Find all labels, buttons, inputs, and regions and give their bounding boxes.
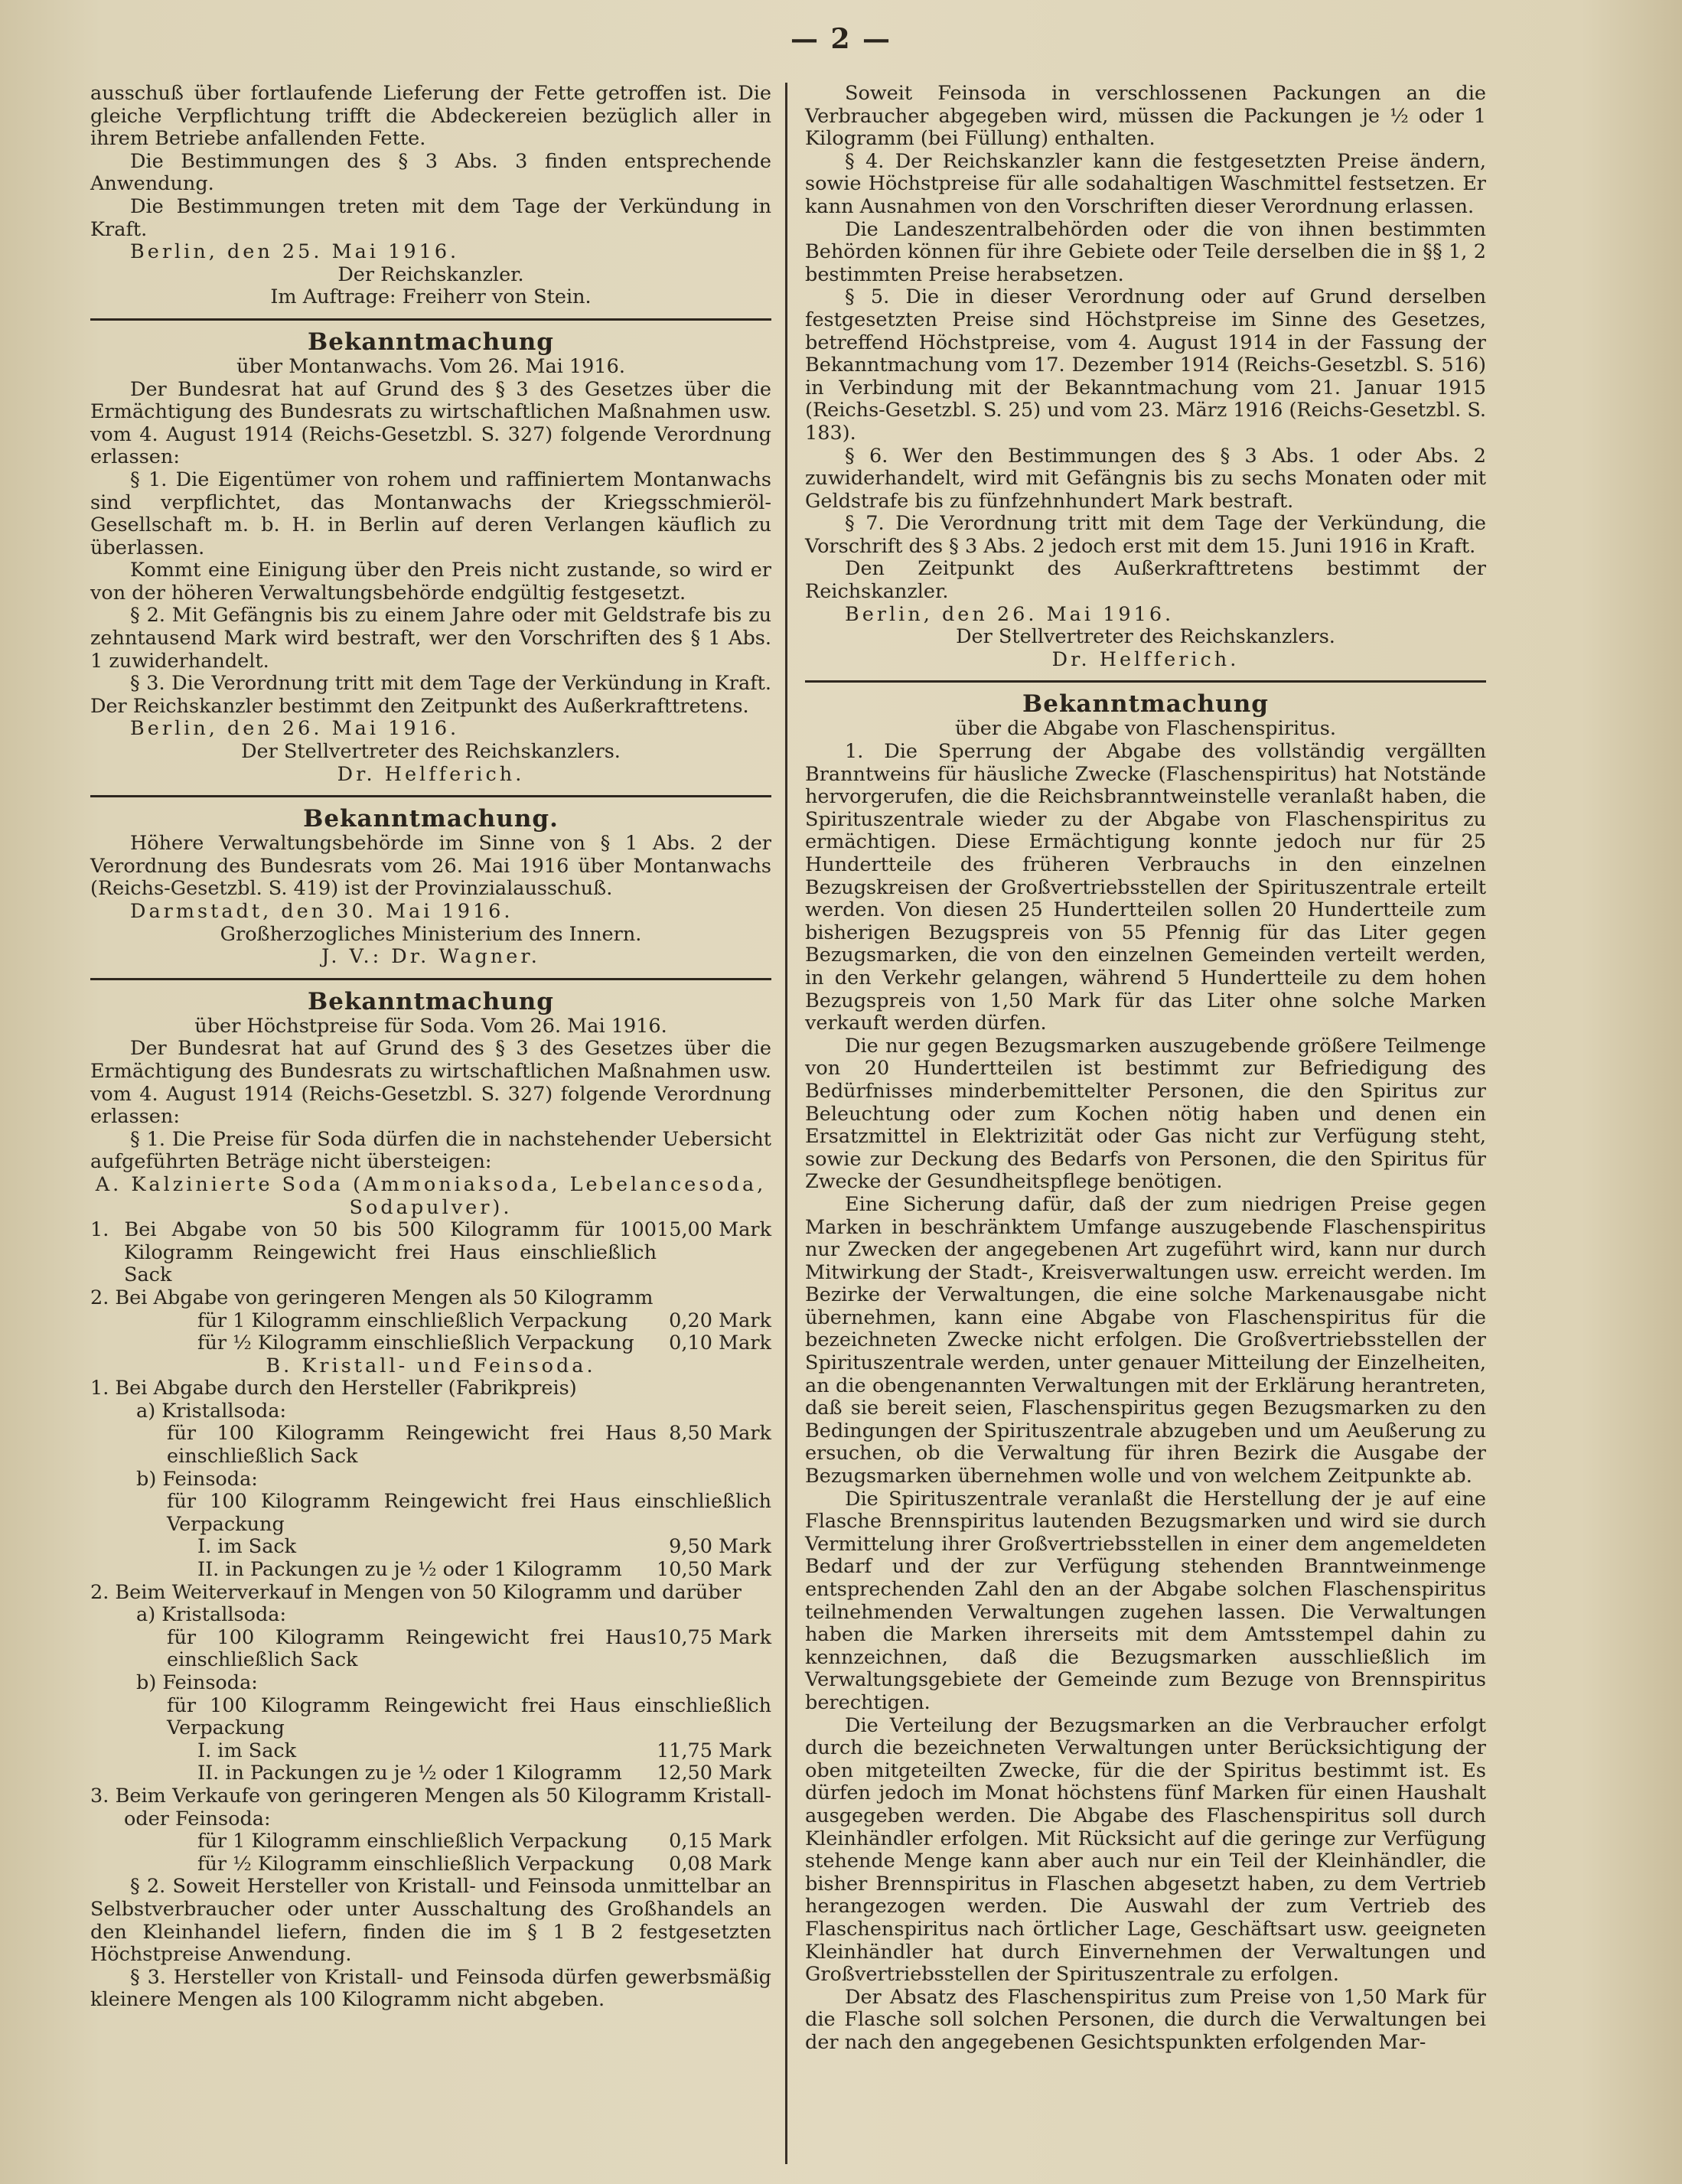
signature-name: Dr. Helfferich. <box>337 762 525 786</box>
signature-title: Der Reichskanzler. <box>337 262 524 286</box>
price-label: für 100 Kilogramm Reingewicht frei Haus einschließlich Sack <box>167 1625 657 1672</box>
paragraph: Höhere Verwaltungsbehörde im Sinne von § 1 Abs. 2 der Verordnung des Bundesrats vom 26. Mai 1916 über Montanwachs (Reichs-Gesetzbl. S. 419) ist der Provinzialausschuß. <box>90 832 771 901</box>
price-section-heading: B. Kristall- und Feinsoda. <box>266 1354 596 1377</box>
price-row <box>90 1423 771 1468</box>
paragraph: § 1. Die Eigentümer von rohem und raffiniertem Montanwachs sind verpflichtet, das Montanwachs der Kriegsschmieröl-Gesellschaft m. b. H. in Berlin auf deren Verlangen käuflich zu überlassen. <box>90 468 771 559</box>
paragraph: Die Bestimmungen treten mit dem Tage der Verkündung in Kraft. <box>90 194 771 241</box>
price-label: 1. Bei Abgabe von 50 bis 500 Kilogramm für 100 Kilogramm Reingewicht frei Haus einschließlich Sack <box>90 1218 657 1287</box>
price-label: 1. Bei Abgabe durch den Hersteller (Fabrikpreis) <box>90 1377 577 1400</box>
paragraph: § 7. Die Verordnung tritt mit dem Tage der Verkündung, die Vorschrift des § 3 Abs. 2 jedoch erst mit dem 15. Juni 1916 in Kraft. <box>805 512 1486 558</box>
price-value: 10,50 Mark <box>657 1558 772 1582</box>
paragraph: 1. Die Sperrung der Abgabe des vollständig vergällten Branntweins für häusliche Zwecke (Flaschenspiritus) hat Notstände hervorgerufen, die die Reichsbranntweinstelle veranlaßt haben, die Spirituszentrale wieder zu der Abgabe von Flaschenspiritus zu ermächtigen. Diese Ermächtigung konnte jedoch nur für 25 Hundertteile des früheren Verbrauchs in den einzelnen Bezugskreisen der Großvertriebsstellen der Spirituszentrale erteilt werden. Von diesen 25 Hundertteilen sollen 20 Hundertteile zum bisherigen Bezugspreis von 55 Pfennig für das Liter gegen Bezugsmarken, die von den einzelnen Gemeinden verteilt werden, in den Verkehr gelangen, während 5 Hundertteile zu dem hohen Bezugspreis von 1,50 Mark für das Liter ohne solche Marken verkauft werden dürfen. <box>805 740 1486 1035</box>
price-label: II. in Packungen zu je ½ oder 1 Kilogramm <box>197 1762 622 1785</box>
price-row <box>90 1332 771 1355</box>
section-subtitle: über Höchstpreise für Soda. Vom 26. Mai 1916. <box>194 1014 667 1038</box>
paragraph: § 6. Wer den Bestimmungen des § 3 Abs. 1 oder Abs. 2 zuwiderhandelt, wird mit Gefängnis bis zu sechs Monaten oder mit Geldstrafe bis zu fünfzehnhundert Mark bestraft. <box>805 444 1486 513</box>
price-row <box>90 1830 771 1853</box>
place-date: Berlin, den 26. Mai 1916. <box>130 717 460 741</box>
paragraph: Soweit Feinsoda in verschlossenen Packungen an die Verbraucher abgegeben wird, müssen die Packungen je ½ oder 1 Kilogramm (bei Füllung) enthalten. <box>805 82 1486 151</box>
price-value: 15,00 Mark <box>657 1218 772 1242</box>
price-value: 12,50 Mark <box>657 1762 772 1785</box>
signature-name: Im Auftrage: Freiherr von Stein. <box>270 285 592 309</box>
section-rule <box>805 680 1486 683</box>
section-heading: Bekanntmachung. <box>303 805 559 833</box>
price-row <box>90 1310 771 1333</box>
paragraph: § 2. Mit Gefängnis bis zu einem Jahre oder mit Geldstrafe bis zu zehntausend Mark wird bestraft, wer den Vorschriften des § 1 Abs. 1 zuwiderhandelt. <box>90 604 771 673</box>
price-row <box>90 1219 771 1287</box>
price-row <box>90 1536 771 1559</box>
price-value: 11,75 Mark <box>657 1739 772 1762</box>
paragraph: Die Spirituszentrale veranlaßt die Herstellung der je auf eine Flasche Brennspiritus lautenden Bezugsmarken und wird sie durch Vermittelung ihrer Großvertriebsstellen in einer dem angemeldeten Bedarf und der zur Verfügung stehenden Branntweinmenge entsprechenden Zahl den an der Abgabe solchen Flaschenspiritus teilnehmenden Verwaltungen zugehen lassen. Die Verwaltungen haben die Marken ihrerseits mit dem Amtsstempel dahin zu kennzeichnen, daß die Bezugsmarken ausschließlich im Verwaltungsgebiete der Gemeinde zum Bezuge von Brennspiritus berechtigen. <box>805 1487 1486 1714</box>
page-number: — 2 — <box>790 23 892 55</box>
paragraph: § 1. Die Preise für Soda dürfen die in nachstehender Uebersicht aufgeführten Beträge nicht übersteigen: <box>90 1127 771 1174</box>
paragraph: § 3. Hersteller von Kristall- und Feinsoda dürfen gewerbsmäßig kleinere Mengen als 100 Kilogramm nicht abgeben. <box>90 1965 771 2012</box>
price-label: I. im Sack <box>197 1739 297 1762</box>
paragraph: Die Landeszentralbehörden oder die von ihnen bestimmten Behörden können für ihre Gebiete oder Teile derselben die in §§ 1, 2 bestimmten Preise herabsetzen. <box>805 217 1486 286</box>
price-label: I. im Sack <box>197 1535 297 1559</box>
section-rule <box>90 318 771 321</box>
paragraph: Der Bundesrat hat auf Grund des § 3 des Gesetzes über die Ermächtigung des Bundesrats zu wirtschaftlichen Maßnahmen usw. vom 4. August 1914 (Reichs-Gesetzbl. S. 327) folgende Verordnung erlassen: <box>90 1037 771 1129</box>
price-row <box>90 1559 771 1582</box>
paragraph: § 2. Soweit Hersteller von Kristall- und Feinsoda unmittelbar an Selbstverbraucher oder unter Ausschaltung des Großhandels an den Kleinhandel liefern, finden die im § 1 B 2 festgesetzten Höchstpreise Anwendung. <box>90 1875 771 1967</box>
section-heading: Bekanntmachung <box>1022 690 1269 719</box>
price-value: 9,50 Mark <box>669 1535 771 1559</box>
paragraph: § 3. Die Verordnung tritt mit dem Tage der Verkündung in Kraft. Der Reichskanzler bestimmt den Zeitpunkt des Außerkrafttretens. <box>90 672 771 718</box>
price-value: 0,20 Mark <box>669 1309 771 1332</box>
price-value: 0,08 Mark <box>669 1852 771 1876</box>
paragraph: Den Zeitpunkt des Außerkrafttretens bestimmt der Reichskanzler. <box>805 557 1486 604</box>
column-divider <box>785 83 787 2164</box>
right-column <box>805 83 1486 2153</box>
price-row <box>90 1762 771 1785</box>
section-subtitle: über die Abgabe von Flaschenspiritus. <box>954 717 1336 741</box>
price-label: a) Kristallsoda: <box>136 1399 287 1423</box>
place-date: Berlin, den 25. Mai 1916. <box>130 240 460 264</box>
paragraph: Der Absatz des Flaschenspiritus zum Preise von 1,50 Mark für die Flasche soll solchen Personen, die durch die Verwaltungen bei der nach den angegebenen Gesichtspunkten erfolgenden Mar- <box>805 1985 1486 2054</box>
price-label: 3. Beim Verkaufe von geringeren Mengen als 50 Kilogramm Kristall- oder Feinsoda: <box>90 1784 771 1830</box>
price-label: a) Kristallsoda: <box>136 1603 287 1627</box>
place-date: Berlin, den 26. Mai 1916. <box>845 602 1175 626</box>
price-label: für 100 Kilogramm Reingewicht frei Haus einschließlich Verpackung <box>167 1490 771 1536</box>
paragraph: Die nur gegen Bezugsmarken auszugebende größere Teilmenge von 20 Hundertteilen ist bestimmt zur Befriedigung des Bedürfnisses minderbemittelter Personen, die den Spiritus zur Beleuchtung oder zum Kochen nötig haben und denen ein Ersatzmittel in Elektrizität oder Gas nicht zur Verfügung steht, sowie zur Deckung des Bedarfs von Personen, die den Spiritus für Zwecke der Gesundheitspflege benötigen. <box>805 1034 1486 1194</box>
section-heading: Bekanntmachung <box>308 987 554 1015</box>
signature-name: Dr. Helfferich. <box>1051 647 1240 671</box>
paragraph: Eine Sicherung dafür, daß der zum niedrigen Preise gegen Marken in beschränktem Umfange auszugebende Flaschenspiritus nur Zwecken der angegebenen Art zugeführt wird, kann nur durch Mitwirkung der Stadt-, Kreisverwaltungen usw. erreicht werden. Im Bezirke der Verwaltungen, die eine solche Markenausgabe nicht übernehmen, kann eine Abgabe von Flaschenspiritus für die bezeichneten Zwecke nicht erfolgen. Die Großvertriebsstellen der Spirituszentrale werden, unter genauer Mitteilung der Einzelheiten, an die obengenannten Verwaltungen mit der Erklärung herantreten, daß sie bereit seien, Flaschenspiritus gegen Bezugsmarken zu den Bedingungen der Spirituszentrale abzugeben und um Aeußerung zu ersuchen, ob die Verwaltung für ihren Bezirk die Ausgabe der Bezugsmarken übernehmen wolle und von welchem Zeitpunkte ab. <box>805 1192 1486 1488</box>
price-label: für 100 Kilogramm Reingewicht frei Haus einschließlich Sack <box>167 1422 657 1468</box>
price-value: 10,75 Mark <box>657 1625 772 1649</box>
signature-title: Der Stellvertreter des Reichskanzlers. <box>956 625 1335 649</box>
price-row <box>90 1853 771 1876</box>
price-label: für ½ Kilogramm einschließlich Verpackung <box>197 1852 634 1876</box>
price-label: 2. Bei Abgabe von geringeren Mengen als 50 Kilogramm <box>90 1286 654 1309</box>
paragraph: ausschuß über fortlaufende Lieferung der Fette getroffen ist. Die gleiche Verpflichtung trifft die Abdeckereien bezüglich aller in ihrem Betriebe anfallenden Fette. <box>90 82 771 151</box>
section-rule <box>90 978 771 980</box>
price-value: 8,50 Mark <box>669 1422 771 1446</box>
price-row <box>90 1627 771 1672</box>
paragraph: § 5. Die in dieser Verordnung oder auf Grund derselben festgesetzten Preise sind Höchstpreise im Sinne des Gesetzes, betreffend Höchstpreise, vom 4. August 1914 in der Fassung der Bekanntmachung vom 17. Dezember 1914 (Reichs-Gesetzbl. S. 516) in Verbindung mit der Bekanntmachung vom 21. Januar 1915 (Reichs-Gesetzbl. S. 25) und vom 23. März 1916 (Reichs-Gesetzbl. S. 183). <box>805 285 1486 445</box>
section-subtitle: über Montanwachs. Vom 26. Mai 1916. <box>236 354 625 378</box>
place-date: Darmstadt, den 30. Mai 1916. <box>130 900 513 923</box>
price-label: b) Feinsoda: <box>136 1671 258 1694</box>
price-label: b) Feinsoda: <box>136 1467 258 1491</box>
price-section-heading: A. Kalzinierte Soda (Ammoniaksoda, Lebelancesoda, Sodapulver). <box>95 1172 767 1219</box>
paragraph: Kommt eine Einigung über den Preis nicht zustande, so wird er von der höheren Verwaltungsbehörde endgültig festgesetzt. <box>90 559 771 605</box>
signature-name: J. V.: Dr. Wagner. <box>321 945 540 969</box>
price-value: 0,10 Mark <box>669 1332 771 1355</box>
paragraph: Der Bundesrat hat auf Grund des § 3 des Gesetzes über die Ermächtigung des Bundesrats zu wirtschaftlichen Maßnahmen usw. vom 4. August 1914 (Reichs-Gesetzbl. S. 327) folgende Verordnung erlassen: <box>90 377 771 469</box>
paragraph: Die Verteilung der Bezugsmarken an die Verbraucher erfolgt durch die bezeichneten Verwaltungen unter Berücksichtigung der oben mitgeteilten Zwecke, für die der Spiritus bestimmt ist. Es dürfen jedoch im Monat höchstens fünf Marken für einen Haushalt ausgegeben werden. Die Abgabe des Flaschenspiritus soll durch Kleinhändler erfolgen. Mit Rücksicht auf die geringe zur Verfügung stehende Menge kann aber auch nur ein Teil der Kleinhändler, die bisher Brennspiritus in Flaschen abgesetzt haben, zu dem Vertrieb herangezogen werden. Die Auswahl der zum Vertrieb des Flaschenspiritus nach örtlicher Lage, Geschäftsart usw. geeigneten Kleinhändler hat durch Einvernehmen der Verwaltungen und Großvertriebsstellen der Spirituszentrale zu erfolgen. <box>805 1713 1486 1987</box>
price-label: II. in Packungen zu je ½ oder 1 Kilogramm <box>197 1558 622 1582</box>
price-label: für ½ Kilogramm einschließlich Verpackung <box>197 1332 634 1355</box>
paragraph: Die Bestimmungen des § 3 Abs. 3 finden entsprechende Anwendung. <box>90 149 771 196</box>
price-label: für 100 Kilogramm Reingewicht frei Haus einschließlich Verpackung <box>167 1693 771 1740</box>
section-heading: Bekanntmachung <box>308 328 554 356</box>
price-label: 2. Beim Weiterverkauf in Mengen von 50 Kilogramm und darüber <box>90 1580 742 1604</box>
left-column <box>90 83 771 2153</box>
paragraph: § 4. Der Reichskanzler kann die festgesetzten Preise ändern, sowie Höchstpreise für alle sodahaltigen Waschmittel festsetzen. Er kann Ausnahmen von den Vorschriften dieser Verordnung erlassen. <box>805 149 1486 218</box>
price-label: für 1 Kilogramm einschließlich Verpackung <box>197 1309 628 1332</box>
signature-title: Der Stellvertreter des Reichskanzlers. <box>241 740 621 764</box>
section-rule <box>90 795 771 797</box>
price-label: für 1 Kilogramm einschließlich Verpackung <box>197 1830 628 1853</box>
price-row <box>90 1740 771 1763</box>
price-value: 0,15 Mark <box>669 1830 771 1853</box>
signature-title: Großherzogliches Ministerium des Innern. <box>220 922 642 946</box>
